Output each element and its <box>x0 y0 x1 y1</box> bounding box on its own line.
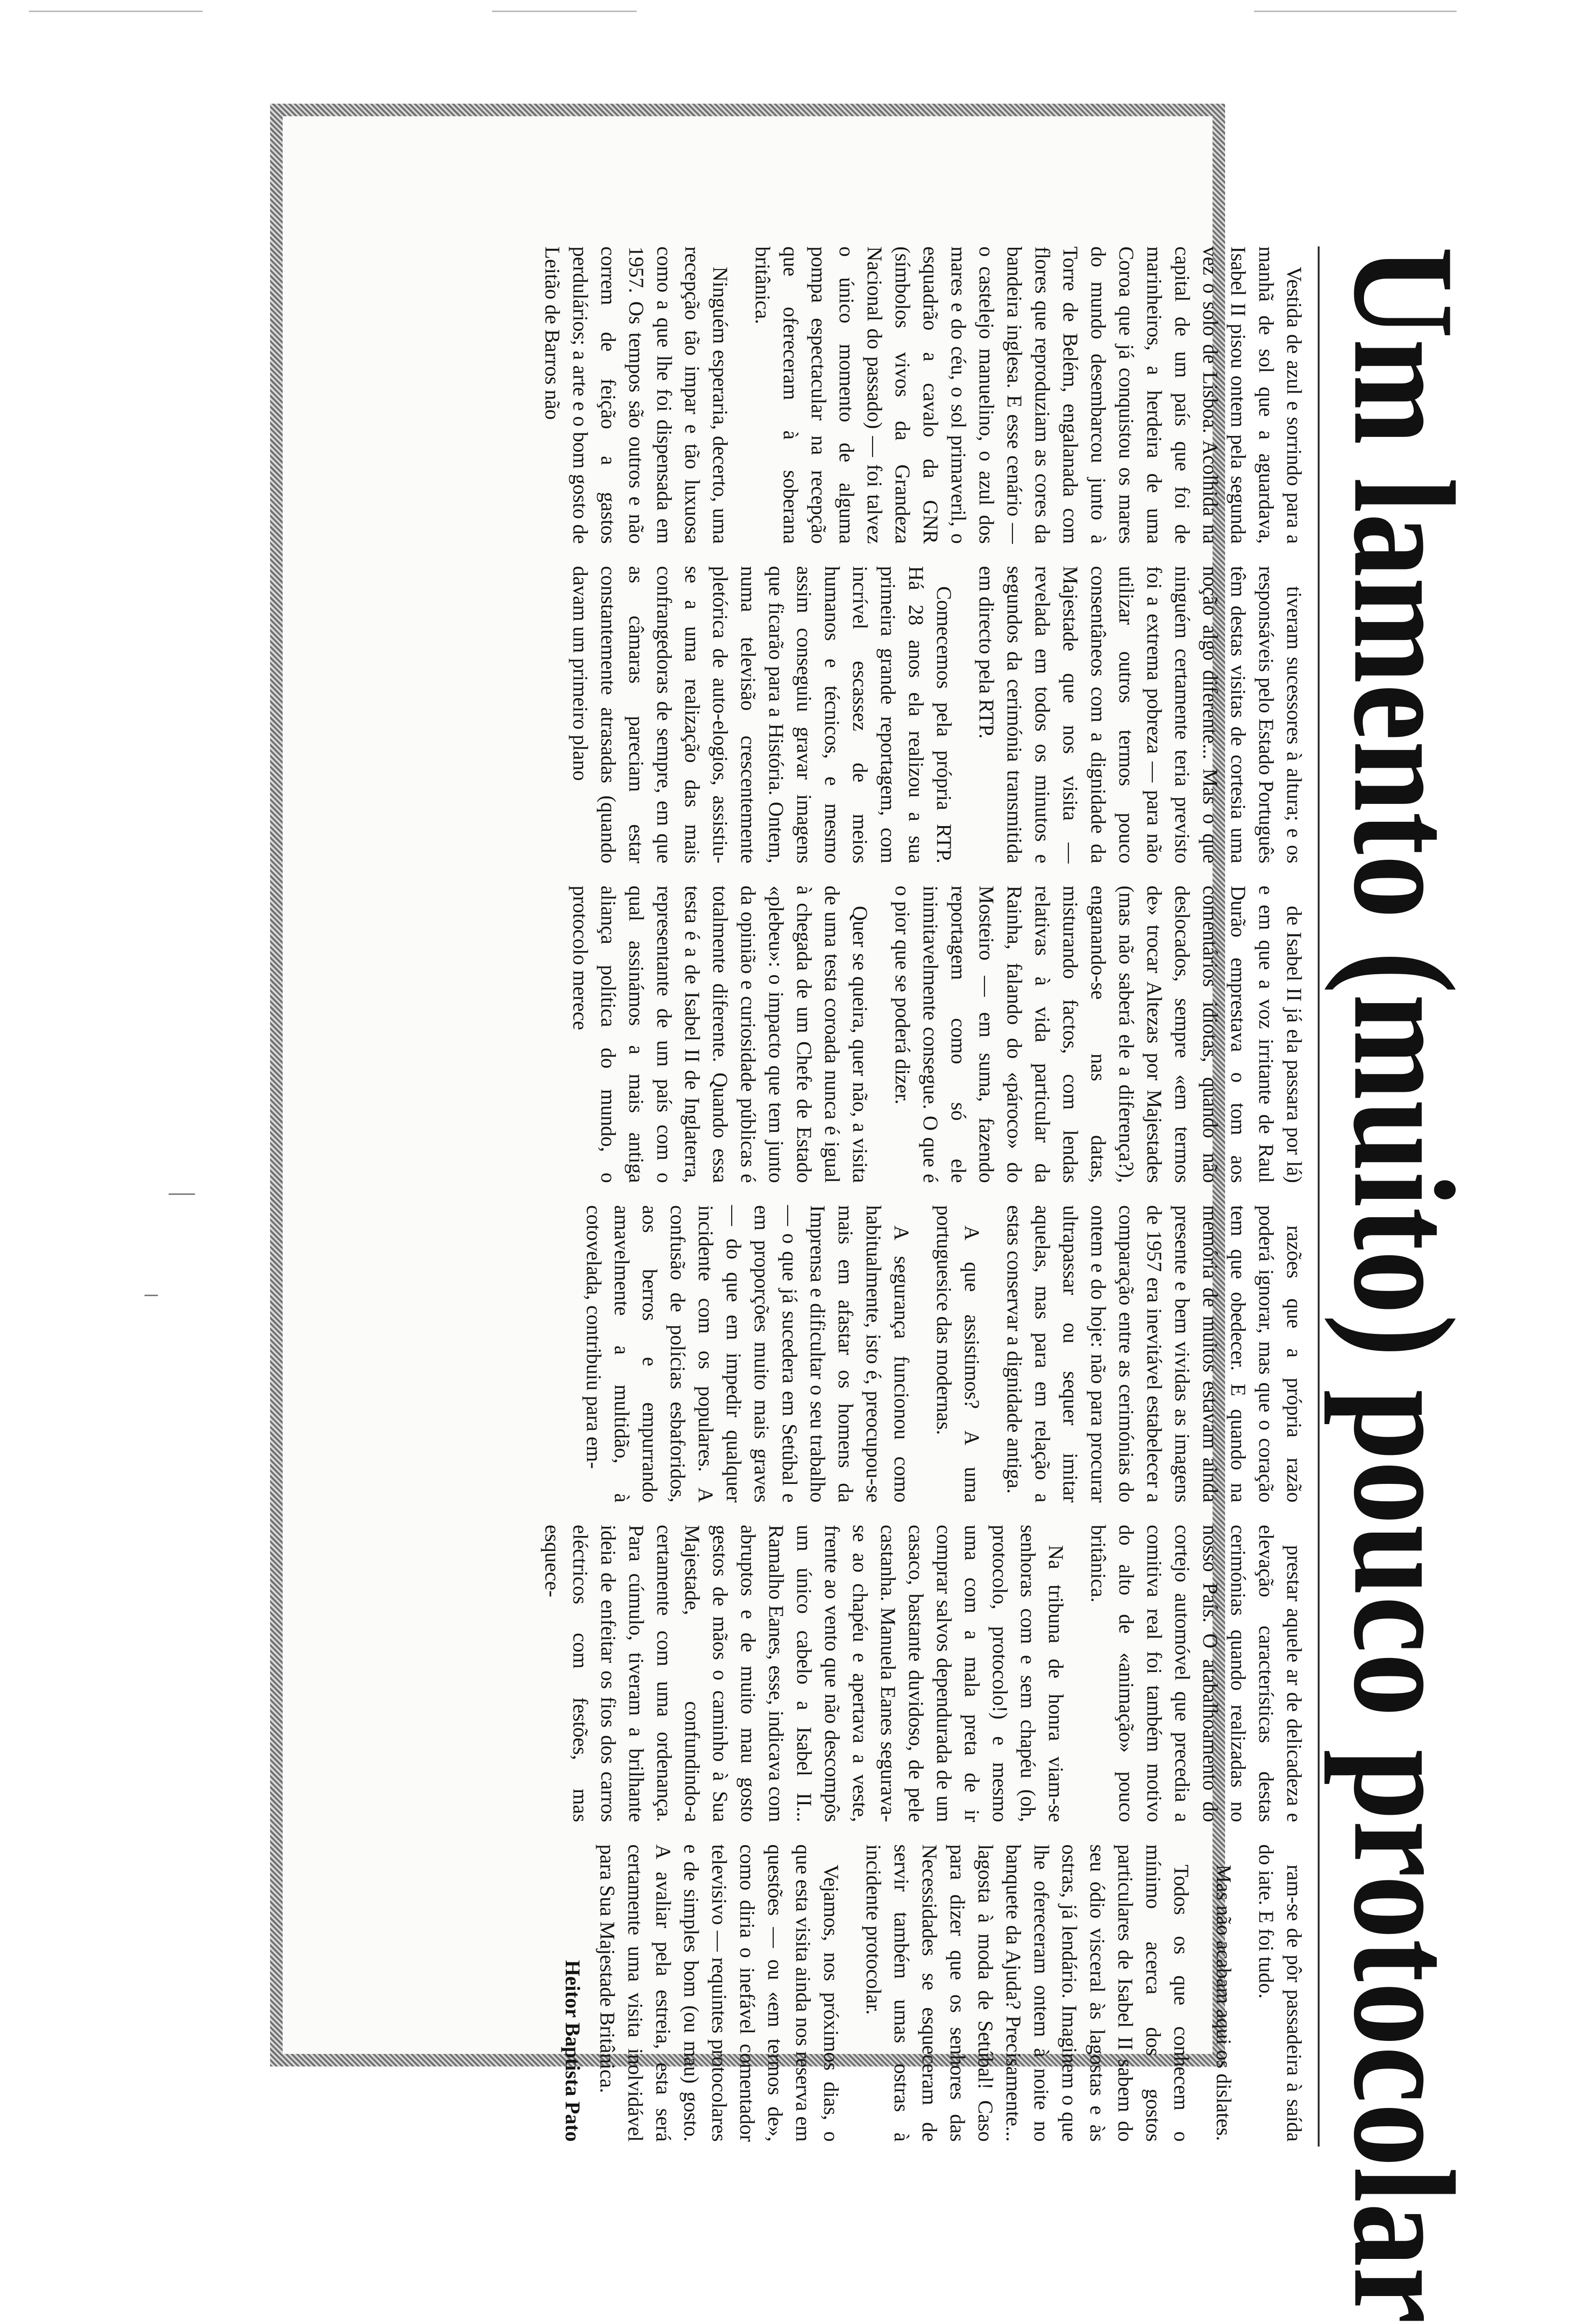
headline: Um lamento (muito) pouco protocolar <box>1324 246 1484 2324</box>
stray-dash-mark-lower: – <box>145 1278 158 1307</box>
byline: Heitor Baptista Pato <box>561 1960 584 2142</box>
stray-dash-mark-upper: — <box>169 1177 195 1206</box>
paragraph: Quer se queira, quer não, a visita de uma testa coroada nunca é igual à chegada de um Chefe de Estado «plebeu»: o impacto que tem junto da opinião e curiosidade públicas é totalmente diferente. Quando essa testa é a de Isabel II de Inglaterra, representante de um país com o qual assinámos a mais antiga aliança política do mundo, o protocolo merece <box>569 885 871 1183</box>
column-6 <box>561 1844 1308 2142</box>
newspaper-clipping <box>270 104 1484 2324</box>
column-5 <box>541 1524 1308 1822</box>
scan-edge-top-right <box>1254 11 1457 12</box>
scan-edge-top-center <box>492 11 637 12</box>
headline-rule <box>1318 246 1320 2147</box>
paragraph: ram-se de pôr passadeira à saída do iate. E foi tudo. <box>1255 1844 1305 2142</box>
paragraph: Na tribuna de honra viam-se senhoras com e sem chapéu (oh, protocolo, protocolo!) e mesmo uma com a mala preta de ir comprar salvos dependurada de um casaco, bastante duvidoso, de pele castanha. Manuela Eanes segurava-se ao chapéu e apertava a veste, frente ao vento que não descompôs um único cabelo a Isabel II... Ramalho Eanes, esse, indicava com abruptos e de muito mau gosto gestos de mãos o caminho à Sua Majestade, confundindo-a certamente com uma ordenança. Para cúmulo, tiveram a brilhante ideia de enfeitar os fios dos carros eléctricos com festões, mas esquece- <box>541 1524 1067 1822</box>
article-rotated-content <box>541 232 1498 2324</box>
paragraph: razões que a própria razão poderá ignorar, mas que o coração tem que obedecer. E quando na memória de muitos estavam ainda presente e bem vividas as imagens de 1957 era inevitável estabelecer a comparação entre as cerimónias do ontem e do hoje: não para procurar ultrapassar ou sequer imitar aquelas, mas para em relação a estas conservar a dignidade antiga. <box>1003 1205 1305 1503</box>
paragraph: A que assistimos? A uma portuguesice das modernas. <box>932 1205 983 1503</box>
paragraph: Ninguém esperaria, decerto, uma recepção tão impar e tão luxuosa como a que lhe foi dispensada em 1957. Os tempos são outros e não correm de feição a gastos perdulários; a arte e o bom gosto de Leitão de Barros não <box>541 246 731 544</box>
column-2 <box>569 566 1308 864</box>
article-body <box>541 246 1308 2142</box>
column-1 <box>541 246 1308 544</box>
scan-edge-top-left <box>29 11 203 12</box>
paragraph: A segurança funcionou como habitualmente, isto é, preocupou-se mais em afastar os homens da Imprensa e dificultar o seu trabalho — o que já sucedera em Setúbal e em proporções muito mais graves — do que em impedir qualquer incidente com os populares. A confusão de polícias esbaforidos, aos berros e empurrando amavelmente a multidão, à cotovelada, contribuiu para em- <box>582 1205 913 1503</box>
paragraph: Vejamos, nos próximos dias, o que esta visita ainda nos reserva em questões — ou «em termos de», como diria o inefável comentador televisivo — requintes protocolares e de simples bom (ou mau) gosto. A avaliar pela estreia, esta será certamente uma visita inolvidável para Sua Majestade Britânica. <box>596 1844 842 2142</box>
paragraph: tiveram sucessores à altura; e os responsáveis pelo Estado Português têm destas visitas de cortesia uma noção algo diferente... Mas o que ninguém certamente teria previsto foi a extrema pobreza — para não utilizar outros termos pouco consentâneos com a dignidade da Majestade que nos visita — revelada em todos os minutos e segundos da cerimónia transmitida em directo pela RTP. <box>975 566 1305 864</box>
column-3 <box>569 885 1308 1183</box>
paragraph: Vestida de azul e sorrindo para a manhã de sol que a aguardava, Isabel II pisou ontem pela segunda vez o solo de Lisboa. Acolhida na capital de um país que foi de marinheiros, a herdeira de uma Coroa que já conquistou os mares do mundo desembarcou junto à Torre de Belém, engalanada com flores que reproduziam as cores da bandeira inglesa. E esse cenário — o castelejo manuelino, o azul dos mares e do céu, o sol primaveril, o esquadrão a cavalo da GNR (símbolos vivos da Grandeza Nacional do passado) — foi talvez o único momento de alguma pompa espectacular na recepção que ofereceram à soberana britânica. <box>751 246 1305 544</box>
paragraph: Comecemos pela própria RTP. Há 28 anos ela realizou a sua primeira grande reportagem, com incrível escassez de meios humanos e técnicos, e mesmo assim conseguiu gravar imagens que ficarão para a História. Ontem, numa televisão crescentemente pletórica de auto-elogios, assistiu-se a uma realização das mais confrangedoras de sempre, em que as câmaras pareciam estar constantemente atrasadas (quando davam um primeiro plano <box>569 566 955 864</box>
paragraph: prestar aquele ar de delicadeza e elevação características destas cerimónias quando realizadas no nosso País. O atabalhoamento do cortejo automóvel que precedia a comitiva real foi também motivo do alto de «animação» pouco britânica. <box>1087 1524 1305 1822</box>
paragraph: de Isabel II já ela passara por lá) e em que a voz irritante de Raul Durão emprestava o tom aos comentários idiotas, quando não deslocados, sempre «em termos de» trocar Altezas por Majestades (mas não saberá ele a diferença?), enganando-se nas datas, misturando factos, com lendas relativas à vida particular da Rainha, falando do «pároco» do Mosteiro — em suma, fazendo reportagem como só ele inimitavelmente consegue. O que é o pior que se poderá dizer. <box>891 885 1305 1183</box>
paragraph: Mas não acabam aqui os dislates. <box>1212 1864 1235 2141</box>
paragraph: Todos os que conhecem o mínimo acerca dos gostos particulares de Isabel II sabem do seu ódio visceral às lagostas e às ostras, já lendário. Imaginem o que lhe ofereceram ontem à noite no banquete da Ajuda? Precisamente... lagosta à moda de Setúbal! Caso para dizer que os senhores das Necessidades se esqueceram de servir também umas ostras à incidente protocolar. <box>862 1844 1192 2142</box>
column-4 <box>574 1205 1308 1503</box>
